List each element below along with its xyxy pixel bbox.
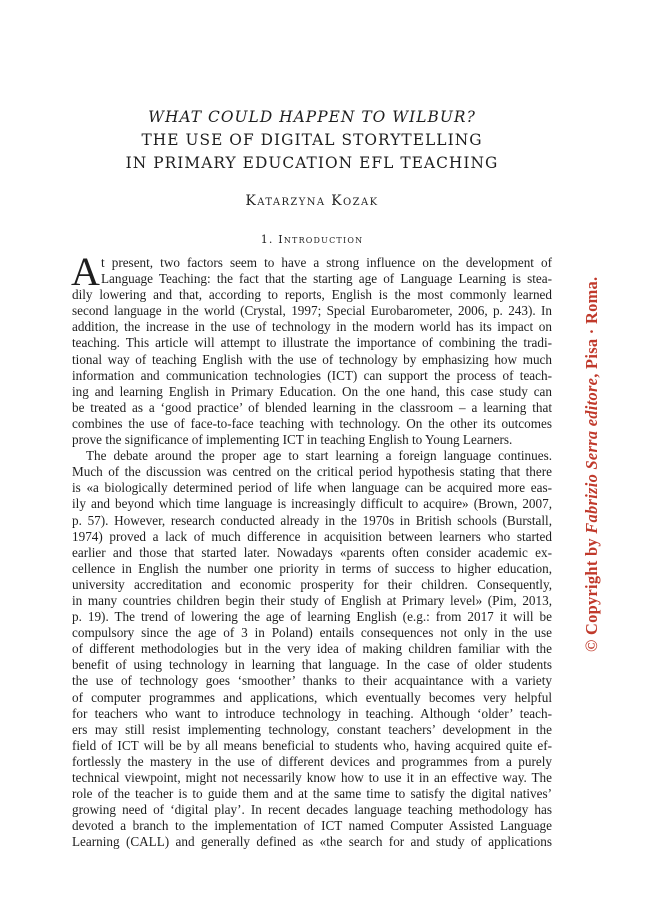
copyright-prefix: © Copyright by <box>582 533 601 652</box>
body-line: university accreditation and economic prosperity for their children. Consequently, <box>72 576 552 592</box>
body-line: for teachers who want to introduce technology in teaching. Although ‘older’ teach- <box>72 705 552 721</box>
body-line: Much of the discussion was centred on the critical period hypothesis stating that there <box>72 464 552 480</box>
body-line: t present, two factors seem to have a strong influence on the development of <box>101 255 552 270</box>
copyright-publisher: Fabrizio Serra editore <box>582 377 601 534</box>
body-line: teaching. This article will attempt to illustrate the importance of combining the tradi- <box>72 335 552 351</box>
article-title <box>72 106 552 175</box>
body-line: dily lowering and that, according to reports, English is the most commonly learned <box>72 287 552 303</box>
body-line: p. 19). The trend of lowering the age of learning English (e.g.: from 2017 it will be <box>72 609 552 625</box>
body-line: compulsory since the age of 3 in Poland) entails consequences not only in the use <box>72 625 552 641</box>
body-line: ers may still resist implementing technology, constant teachers’ development in the <box>72 721 552 737</box>
title-line-2: THE USE OF DIGITAL STORYTELLING <box>141 131 483 149</box>
body-line: p. 57). However, research conducted already in the 1970s in British schools (Burstall, <box>72 512 552 528</box>
body-line: in many countries children begin their study of English at Primary level» (Pim, 2013, <box>72 592 552 608</box>
body-line: of different methodologies but in the very idea of making children familiar with the <box>72 641 552 657</box>
body-line: technical viewpoint, might not necessarily know how to use it in an effective way. The <box>72 770 552 785</box>
body-text <box>71 249 552 850</box>
body-line: addition, the increase in the use of technology in the modern world has its impact on <box>72 319 552 335</box>
body-line: fortlessly the mastery in the use of different devices and programmes from a purely <box>72 753 552 769</box>
body-line: ing and learning English in Primary Education. On the one hand, this case study can <box>72 383 552 399</box>
body-line: Learning (CALL) and generally defined as «the search for and study of applications <box>72 834 552 850</box>
body-line: growing need of ‘digital play’. In recent decades language teaching methodology has <box>72 802 552 818</box>
body-line: earlier and those that started later. Nowadays «parents often consider academic ex- <box>72 544 552 560</box>
copyright-watermark <box>582 277 602 652</box>
title-line-1: WHAT COULD HAPPEN TO WILBUR? <box>148 108 476 126</box>
copyright-suffix: , Pisa · Roma. <box>582 276 601 378</box>
drop-cap: A <box>71 249 100 294</box>
section-heading: 1. Introduction <box>260 233 364 246</box>
body-line: combines the use of face-to-face teaching with technology. On the other its outcomes <box>72 415 552 431</box>
author-name: Katarzyna Kozak <box>245 193 379 209</box>
body-line: role of the teacher is to guide them and at the same time to satisfy the digital natives’ <box>72 786 552 802</box>
body-line: prove the significance of implementing ICT in teaching English to Young Learners. <box>72 432 513 448</box>
body-line: cellence in English the number one priority in terms of success to higher education, <box>72 560 552 576</box>
body-line: tional way of teaching English with the use of technology by emphasizing how much <box>72 351 552 367</box>
body-line: 1974) proved a lack of much difference in acquisition between learners who started <box>72 528 552 544</box>
body-line: second language in the world (Crystal, 1997; Special Eurobarometer, 2006, p. 243). In <box>72 303 552 319</box>
body-line: of computer programmes and applications, which eventually becomes very helpful <box>72 689 552 705</box>
body-line: the use of technology goes ‘smoother’ thanks to their acquaintance with a variety <box>72 673 552 689</box>
body-line: devoted a branch to the implementation of ICT named Computer Assisted Language <box>72 818 552 834</box>
title-line-3: IN PRIMARY EDUCATION EFL TEACHING <box>125 154 499 172</box>
body-line: be treated as a ‘good practice’ of blended learning in the classroom – a learning that <box>72 399 552 415</box>
body-line: Language Teaching: the fact that the starting age of Language Learning is stea- <box>101 271 552 287</box>
body-line: field of ICT will be by all means beneficial to students who, having acquired quite ef- <box>72 737 552 753</box>
body-line: information and communication technologies (ICT) can support the process of teach- <box>72 367 552 383</box>
body-line: benefit of using technology in learning that language. In the case of older students <box>72 657 552 673</box>
body-line: The debate around the proper age to start learning a foreign language continues. <box>86 448 552 464</box>
body-line: is «a biologically determined period of life when language can be acquired more eas- <box>72 480 552 496</box>
body-line: ily and beyond which time language is increasingly difficult to acquire» (Brown, 2007, <box>72 496 552 512</box>
